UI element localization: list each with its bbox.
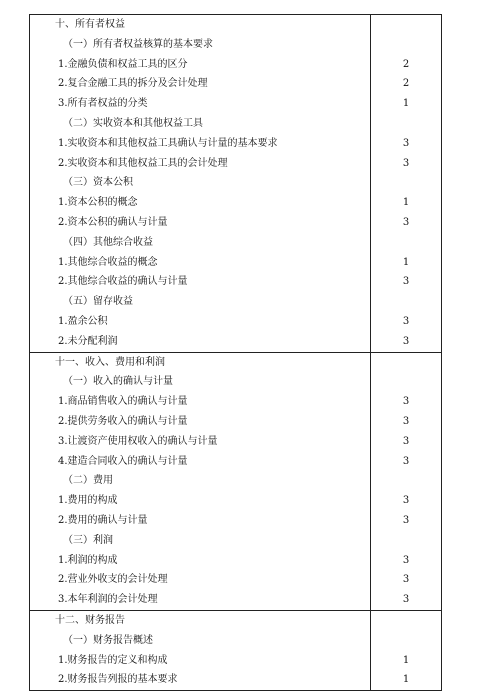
ability-level <box>371 35 441 55</box>
topic-name: 3.本年利润的会计处理 <box>30 590 371 610</box>
topic-name: 1.利润的构成 <box>30 551 371 571</box>
table-section <box>30 352 441 610</box>
syllabus-table <box>29 14 442 691</box>
table-row <box>30 432 441 452</box>
topic-name: 2.资本公积的确认与计量 <box>30 213 371 233</box>
topic-name: 1.盈余公积 <box>30 312 371 332</box>
ability-level: 3 <box>402 335 410 347</box>
ability-level: 3 <box>402 554 410 566</box>
ability-level <box>371 372 441 392</box>
subsection-title: （三）利润 <box>30 531 371 551</box>
table-section <box>30 15 441 352</box>
topic-name: 1.资本公积的概念 <box>30 193 371 213</box>
table-row <box>30 670 441 690</box>
topic-name: 2.复合金融工具的拆分及会计处理 <box>30 74 371 94</box>
topic-name: 1.费用的构成 <box>30 491 371 511</box>
table-row <box>30 55 441 75</box>
table-row <box>30 332 441 352</box>
topic-name: 2.实收资本和其他权益工具的会计处理 <box>30 154 371 174</box>
table-row <box>30 590 441 610</box>
table-row <box>30 452 441 472</box>
ability-level: 3 <box>402 137 410 149</box>
table-row <box>30 372 441 392</box>
subsection-title: （五）留存收益 <box>30 292 371 312</box>
table-row <box>30 392 441 412</box>
ability-level <box>371 611 441 631</box>
topic-name: 1.实收资本和其他权益工具确认与计量的基本要求 <box>30 134 371 154</box>
ability-level <box>371 353 441 373</box>
ability-level: 3 <box>402 396 410 408</box>
table-row <box>30 193 441 213</box>
ability-level: 3 <box>402 594 410 606</box>
ability-level <box>371 15 441 35</box>
ability-level: 2 <box>402 78 410 90</box>
table-row <box>30 491 441 511</box>
table-row <box>30 651 441 671</box>
ability-level: 3 <box>402 495 410 507</box>
subsection-title: （一）收入的确认与计量 <box>30 372 371 392</box>
subsection-title: （二）费用 <box>30 471 371 491</box>
table-row <box>30 551 441 571</box>
table-row <box>30 114 441 134</box>
table-row <box>30 35 441 55</box>
ability-level: 2 <box>402 58 410 70</box>
ability-level <box>371 471 441 491</box>
ability-level: 3 <box>402 574 410 586</box>
table-row <box>30 471 441 491</box>
table-row <box>30 233 441 253</box>
ability-level <box>371 531 441 551</box>
topic-name: 2.提供劳务收入的确认与计量 <box>30 412 371 432</box>
table-row <box>30 272 441 292</box>
ability-level: 1 <box>402 197 410 209</box>
topic-name: 2.财务报告列报的基本要求 <box>30 670 371 690</box>
table-row <box>30 154 441 174</box>
topic-name: 3.让渡资产使用权收入的确认与计量 <box>30 432 371 452</box>
table-section <box>30 610 441 690</box>
table-row <box>30 213 441 233</box>
ability-level: 1 <box>402 256 410 268</box>
table-row <box>30 253 441 273</box>
ability-level: 3 <box>402 455 410 467</box>
table-row <box>30 134 441 154</box>
subsection-title: （三）资本公积 <box>30 173 371 193</box>
table-row <box>30 631 441 651</box>
ability-level <box>371 292 441 312</box>
topic-name: 1.商品销售收入的确认与计量 <box>30 392 371 412</box>
ability-level <box>371 631 441 651</box>
ability-level: 1 <box>402 98 410 110</box>
topic-name: 1.财务报告的定义和构成 <box>30 651 371 671</box>
ability-level: 1 <box>402 674 410 686</box>
table-row <box>30 74 441 94</box>
table-row <box>30 353 441 373</box>
subsection-title: （一）财务报告概述 <box>30 631 371 651</box>
table-row <box>30 412 441 432</box>
subsection-title: （一）所有者权益核算的基本要求 <box>30 35 371 55</box>
table-row <box>30 511 441 531</box>
topic-name: 2.费用的确认与计量 <box>30 511 371 531</box>
ability-level: 3 <box>402 216 410 228</box>
topic-name: 4.建造合同收入的确认与计量 <box>30 452 371 472</box>
ability-level <box>371 233 441 253</box>
ability-level <box>371 173 441 193</box>
topic-name: 2.营业外收支的会计处理 <box>30 570 371 590</box>
ability-level: 3 <box>402 435 410 447</box>
table-row <box>30 173 441 193</box>
table-row <box>30 292 441 312</box>
topic-name: 1.其他综合收益的概念 <box>30 253 371 273</box>
table-row <box>30 312 441 332</box>
table-row <box>30 15 441 35</box>
table-row <box>30 94 441 114</box>
topic-name: 1.金融负债和权益工具的区分 <box>30 55 371 75</box>
table-row <box>30 611 441 631</box>
chapter-title: 十、所有者权益 <box>30 15 371 35</box>
ability-level <box>371 114 441 134</box>
ability-level: 3 <box>402 276 410 288</box>
table-row <box>30 531 441 551</box>
subsection-title: （二）实收资本和其他权益工具 <box>30 114 371 134</box>
table-row <box>30 570 441 590</box>
ability-level: 3 <box>402 157 410 169</box>
chapter-title: 十一、收入、费用和利润 <box>30 353 371 373</box>
chapter-title: 十二、财务报告 <box>30 611 371 631</box>
ability-level: 3 <box>402 415 410 427</box>
topic-name: 3.所有者权益的分类 <box>30 94 371 114</box>
topic-name: 2.其他综合收益的确认与计量 <box>30 272 371 292</box>
ability-level: 3 <box>402 514 410 526</box>
subsection-title: （四）其他综合收益 <box>30 233 371 253</box>
topic-name: 2.未分配利润 <box>30 332 371 352</box>
ability-level: 3 <box>402 315 410 327</box>
ability-level: 1 <box>402 654 410 666</box>
